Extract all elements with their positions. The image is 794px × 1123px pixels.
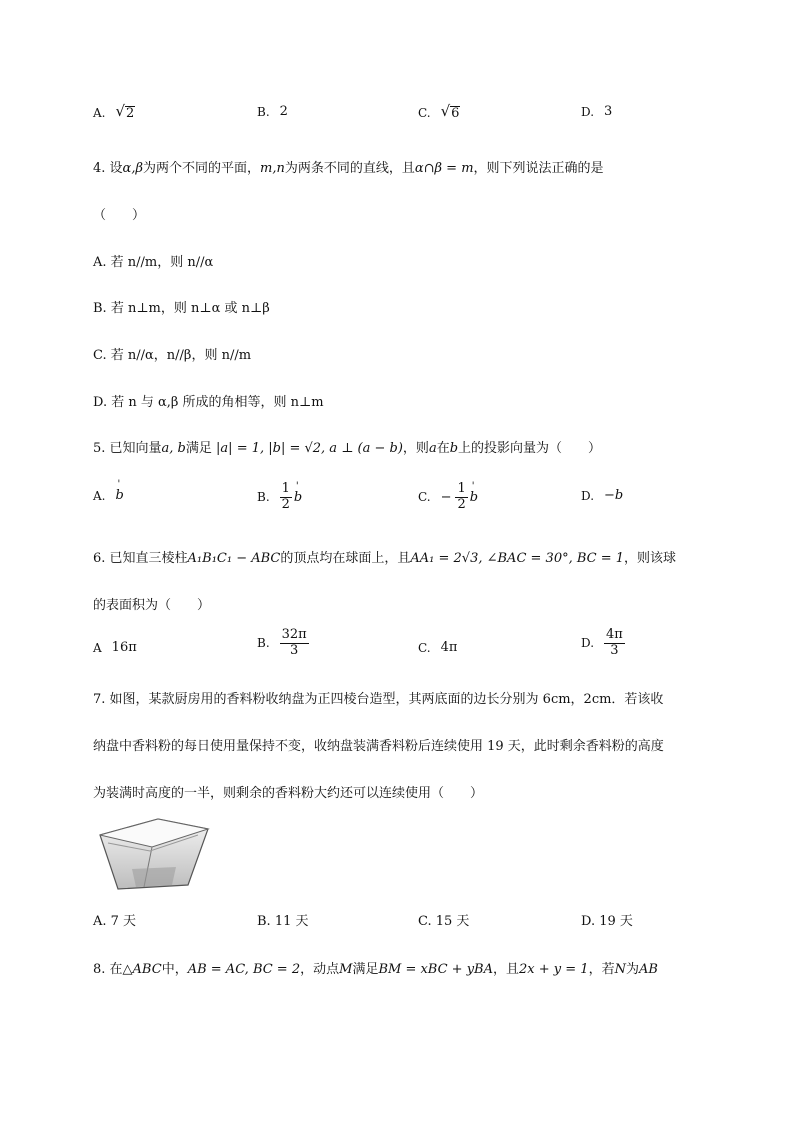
sqrt-expression: √ 6	[440, 102, 460, 121]
q7-options	[0, 904, 794, 944]
q7-stem-line1: 7. 如图，某款厨房用的香料粉收纳盘为正四棱台造型，其两底面的边长分别为 6cm，2cm．若该收	[93, 692, 664, 707]
q3-option-b: B. 2	[257, 104, 288, 119]
q4-option-a: A. 若 n//m，则 n//α	[93, 255, 214, 270]
q7-stem-line2: 纳盘中香料粉的每日使用量保持不变，收纳盘装满香料粉后连续使用 19 天，此时剩余香料粉的高度	[93, 739, 664, 754]
q6-stem-line2: 的表面积为（ ）	[93, 598, 211, 613]
q5-option-c: C. − $\frac{1}{2}$ ' b	[418, 482, 478, 513]
q7-option-b: B. 11 天	[257, 914, 309, 929]
q4-option-b: B. 若 n⊥m，则 n⊥α 或 n⊥β	[93, 301, 270, 316]
q5-option-d: D. −b	[581, 488, 624, 503]
q3-options	[0, 104, 794, 144]
option-label: A.	[93, 105, 106, 120]
q7-option-d: D. 19 天	[581, 914, 633, 929]
fraction: $\frac{32\pi}{3}$	[281, 627, 307, 658]
sqrt-expression: √ 2	[115, 102, 135, 121]
q5-stem: 5. 已知向量a, b满足 |a| = 1, |b| = √2, a ⊥ (a − b)，则a在b上的投影向量为（ ）	[93, 441, 602, 456]
glass-bowl-figure	[96, 813, 212, 893]
q4-paren: （ ）	[93, 208, 146, 223]
q4-stem: 4. 设α,β为两个不同的平面，m,n为两条不同的直线，且α∩β = m，则下列说法正确的是	[93, 161, 604, 176]
fraction: $\frac{1}{2}$	[281, 481, 290, 512]
fraction: $\frac{1}{2}$	[457, 481, 466, 512]
q6-stem: 6. 已知直三棱柱A₁B₁C₁ − ABC的顶点均在球面上，且AA₁ = 2√3, ∠BAC = 30°, BC = 1，则该球	[93, 551, 677, 566]
q7-option-a: A. 7 天	[93, 914, 137, 929]
q5-option-a: A. ' b	[93, 488, 124, 503]
q3-option-a	[93, 104, 135, 121]
q7-stem-line3: 为装满时高度的一半，则剩余的香料粉大约还可以连续使用（ ）	[93, 786, 484, 801]
q4-option-c: C. 若 n//α，n//β，则 n//m	[93, 348, 252, 363]
q7-option-c: C. 15 天	[418, 914, 470, 929]
q4-option-d: D. 若 n 与 α,β 所成的角相等，则 n⊥m	[93, 395, 324, 410]
fraction: $\frac{4\pi}{3}$	[606, 627, 623, 658]
q6-option-d: D. $\frac{4\pi}{3}$	[581, 627, 623, 658]
q6-option-b: B. $\frac{32\pi}{3}$	[257, 627, 307, 658]
q5-options	[0, 482, 794, 522]
q3-option-d: D. 3	[581, 104, 613, 119]
q5-option-b: B. $\frac{1}{2}$ ' b	[257, 482, 302, 513]
q6-options	[0, 628, 794, 668]
q8-stem: 8. 在△ABC中，AB = AC, BC = 2，动点M满足BM = xBC + yBA，且2x + y = 1，若N为AB	[93, 962, 658, 977]
q6-option-a: A 16π	[93, 640, 137, 655]
q6-option-c: C. 4π	[418, 640, 458, 655]
q3-option-c: C. √ 6	[418, 102, 460, 121]
